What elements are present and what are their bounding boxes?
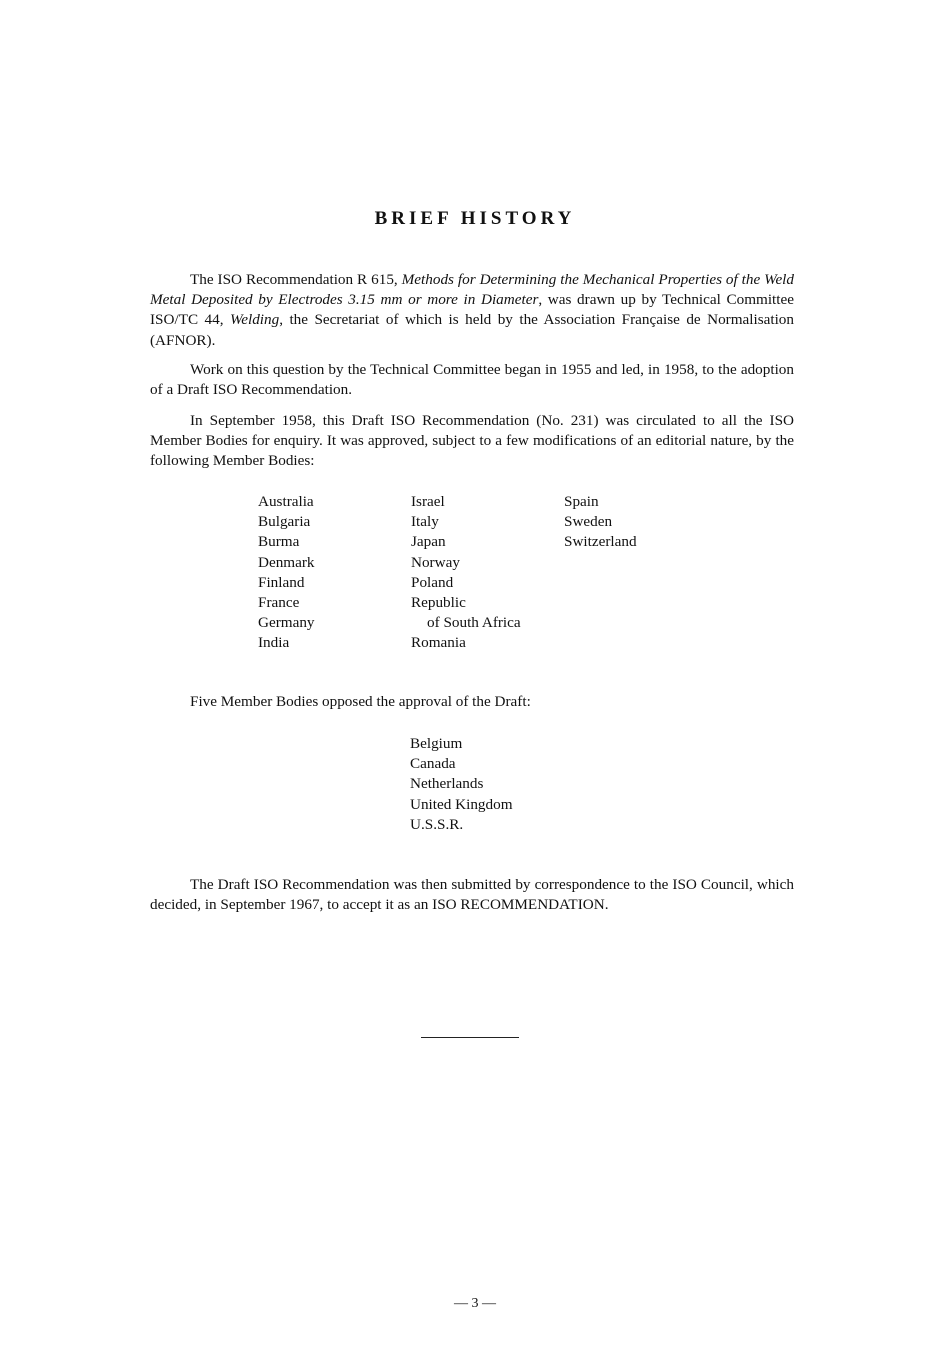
circulation-paragraph: In September 1958, this Draft ISO Recommendation (No. 231) was circulated to all the ISO Member Bodies for enquiry. It was approved, subject to a few modifications of an editorial nature, by the following Member Bodies: [150, 412, 794, 470]
list-item: Burma [258, 533, 300, 551]
recommendation-title: Methods for Determining the Mechanical Properties of the Weld Metal Deposited by Electrodes 3.15 mm or more in Diameter [150, 271, 794, 309]
opposition-paragraph: Five Member Bodies opposed the approval of the Draft: [190, 693, 531, 710]
list-item: Denmark [258, 553, 315, 571]
page-number: — 3 — [454, 1296, 496, 1311]
list-item: Republic [411, 594, 466, 612]
page-title: BRIEF HISTORY [374, 208, 576, 229]
list-item: Germany [258, 614, 315, 632]
list-item: Poland [411, 573, 454, 591]
list-item: Spain [564, 493, 599, 510]
approving-bodies-column-3 [564, 492, 637, 553]
list-item: Japan [411, 533, 446, 551]
list-item-continuation: of South Africa [427, 614, 521, 632]
intro-text-end: , the Secretariat of which is held by the Association Française de Normalisation (AFNOR). [150, 311, 794, 349]
list-item: Norway [411, 553, 460, 571]
list-item: U.S.S.R. [410, 815, 464, 833]
list-item: Israel [411, 493, 445, 510]
list-item: Belgium [410, 735, 463, 752]
list-item: Netherlands [410, 775, 484, 793]
intro-paragraph [150, 270, 794, 351]
approving-bodies-column-2 [411, 492, 521, 654]
opposing-bodies-list [410, 734, 513, 835]
list-item: Finland [258, 573, 305, 591]
committee-name: Welding [230, 311, 280, 329]
list-item: Australia [258, 493, 314, 510]
list-item: Sweden [564, 513, 613, 531]
list-item: Italy [411, 513, 439, 531]
horizontal-divider [421, 1037, 519, 1038]
council-decision-paragraph: The Draft ISO Recommendation was then submitted by correspondence to the ISO Council, which decided, in September 1967, to accept it as an ISO RECOMMENDATION. [150, 876, 794, 914]
list-item: France [258, 594, 300, 612]
list-item: India [258, 634, 290, 652]
work-paragraph: Work on this question by the Technical Committee began in 1955 and led, in 1958, to the adoption of a Draft ISO Recommendation. [150, 361, 794, 399]
list-item: Canada [410, 755, 456, 773]
list-item: Romania [411, 634, 466, 652]
approving-bodies-column-1 [258, 492, 315, 654]
list-item: Switzerland [564, 533, 637, 551]
intro-text-middle: , was drawn up by Technical Committee ISO/TC 44, [150, 291, 794, 329]
intro-text-start: The ISO Recommendation R 615, [190, 271, 402, 288]
list-item: United Kingdom [410, 795, 513, 813]
list-item: Bulgaria [258, 513, 311, 531]
